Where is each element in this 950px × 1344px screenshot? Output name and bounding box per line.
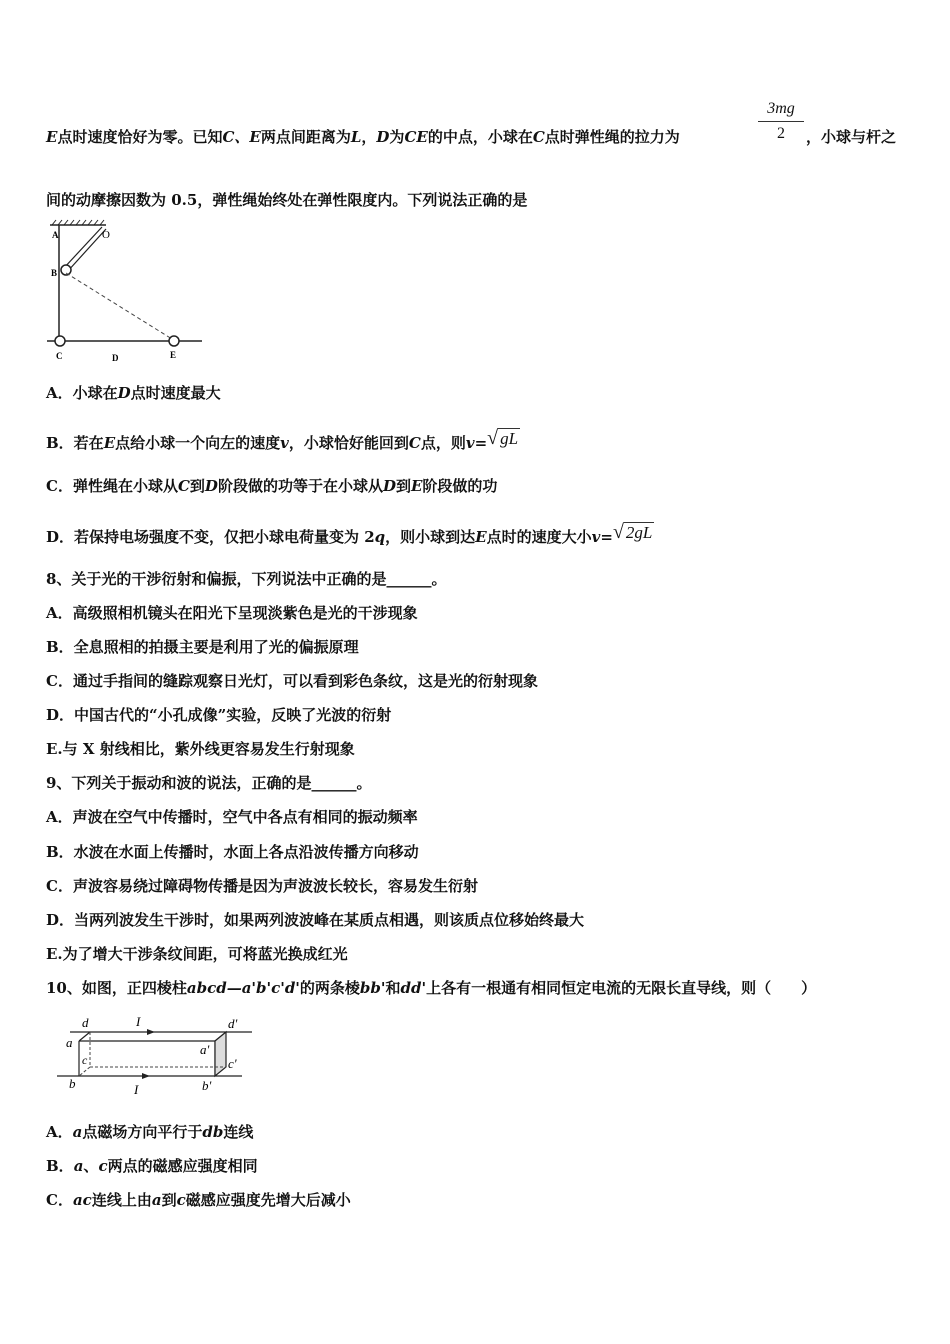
q7-option-d: D．若保持电场强度不变，仅把小球电荷量变为 2q，则小球到达E点时的速度大小v=√ 2gL <box>46 521 653 546</box>
label-i-top: I <box>136 1014 141 1029</box>
arrow-top <box>147 1029 155 1035</box>
q7-figure <box>42 218 207 366</box>
label-o: O <box>102 229 110 241</box>
q7-option-c: C．弹性绳在小球从C到D阶段做的功等于在小球从D到E阶段做的功 <box>46 477 498 495</box>
hidden-edge-cb <box>79 1067 90 1076</box>
q10-stem: 10、如图，正四棱柱abcd—a'b'c'd'的两条棱bb'和dd'上各有一根通有相同恒定电流的无限长直导线，则（ ） <box>46 979 817 997</box>
label-cp: c' <box>228 1056 237 1071</box>
q7-option-a: A．小球在D点时速度最大 <box>46 384 221 402</box>
label-b: B <box>51 268 58 278</box>
ball-c <box>55 336 65 346</box>
sqrt-gl: √ gL <box>487 427 519 449</box>
right-face <box>215 1032 226 1076</box>
rod-line-1 <box>63 227 102 269</box>
label-bp: b' <box>202 1078 212 1093</box>
q8-stem: 8、关于光的干涉衍射和偏振，下列说法中正确的是______。 <box>46 570 447 588</box>
q10-option-c: C．ac连线上由a到c磁感应强度先增大后减小 <box>46 1191 351 1209</box>
q8-option-b: B．全息照相的拍摄主要是利用了光的偏振原理 <box>46 638 359 656</box>
q9-option-a: A．声波在空气中传播时，空气中各点有相同的振动频率 <box>46 808 418 826</box>
edge-da <box>79 1032 90 1041</box>
label-d: d <box>82 1015 89 1030</box>
q8-option-c: C．通过手指间的缝踪观察日光灯，可以看到彩色条纹，这是光的衍射现象 <box>46 672 538 690</box>
rod-line-2 <box>67 229 106 272</box>
q10-option-b: B．a、c两点的磁感应强度相同 <box>46 1157 258 1175</box>
label-c: c <box>82 1053 88 1067</box>
label-ap: a' <box>200 1042 210 1057</box>
label-i-bottom: I <box>134 1082 139 1097</box>
q9-option-c: C．声波容易绕过障碍物传播是因为声波波长较长，容易发生衍射 <box>46 877 478 895</box>
label-b: b <box>69 1076 76 1091</box>
label-a: a <box>66 1035 73 1050</box>
label-e: E <box>170 350 177 360</box>
q8-option-d: D．中国古代的“小孔成像”实验，反映了光波的衍射 <box>46 706 392 724</box>
fraction-numerator: 3mg <box>758 100 804 122</box>
label-d: D <box>112 353 119 363</box>
arrow-bottom <box>142 1073 150 1079</box>
q8-option-a: A．高级照相机镜头在阳光下呈现淡紫色是光的干涉现象 <box>46 604 418 622</box>
dashed-line-be <box>66 273 172 339</box>
label-c: C <box>56 351 63 361</box>
q9-option-d: D．当两列波发生干涉时，如果两列波波峰在某质点相遇，则该质点位移始终最大 <box>46 911 585 929</box>
q10-figure <box>52 1010 262 1100</box>
q9-option-e: E.为了增大干涉条纹间距，可将蓝光换成红光 <box>46 945 348 963</box>
fraction-denominator: 2 <box>777 125 785 142</box>
q9-option-b: B．水波在水面上传播时，水面上各点沿波传播方向移动 <box>46 843 419 861</box>
q7-stem-line-2: 间的动摩擦因数为 0.5，弹性绳始终处在弹性限度内。下列说法正确的是 <box>46 191 528 209</box>
sqrt-2gl: √ 2gL <box>612 521 653 543</box>
tension-fraction <box>758 100 804 143</box>
q8-option-e: E.与 X 射线相比，紫外线更容易发生行射现象 <box>46 740 355 758</box>
q9-stem: 9、下列关于振动和波的说法，正确的是______。 <box>46 774 372 792</box>
ball-e <box>169 336 179 346</box>
label-a: A <box>52 230 59 240</box>
q7-stem-line-1-end: ，小球与杆之 <box>806 128 897 146</box>
q7-option-b: B．若在E点给小球一个向左的速度v，小球恰好能回到C点，则v=√ gL <box>46 427 519 452</box>
q10-option-a: A．a点磁场方向平行于db连线 <box>46 1123 254 1141</box>
label-dp: d' <box>228 1016 238 1031</box>
q7-stem-line-1: E点时速度恰好为零。已知C、E两点间距离为L，D为CE的中点，小球在C点时弹性绳的拉力为 <box>46 128 680 146</box>
